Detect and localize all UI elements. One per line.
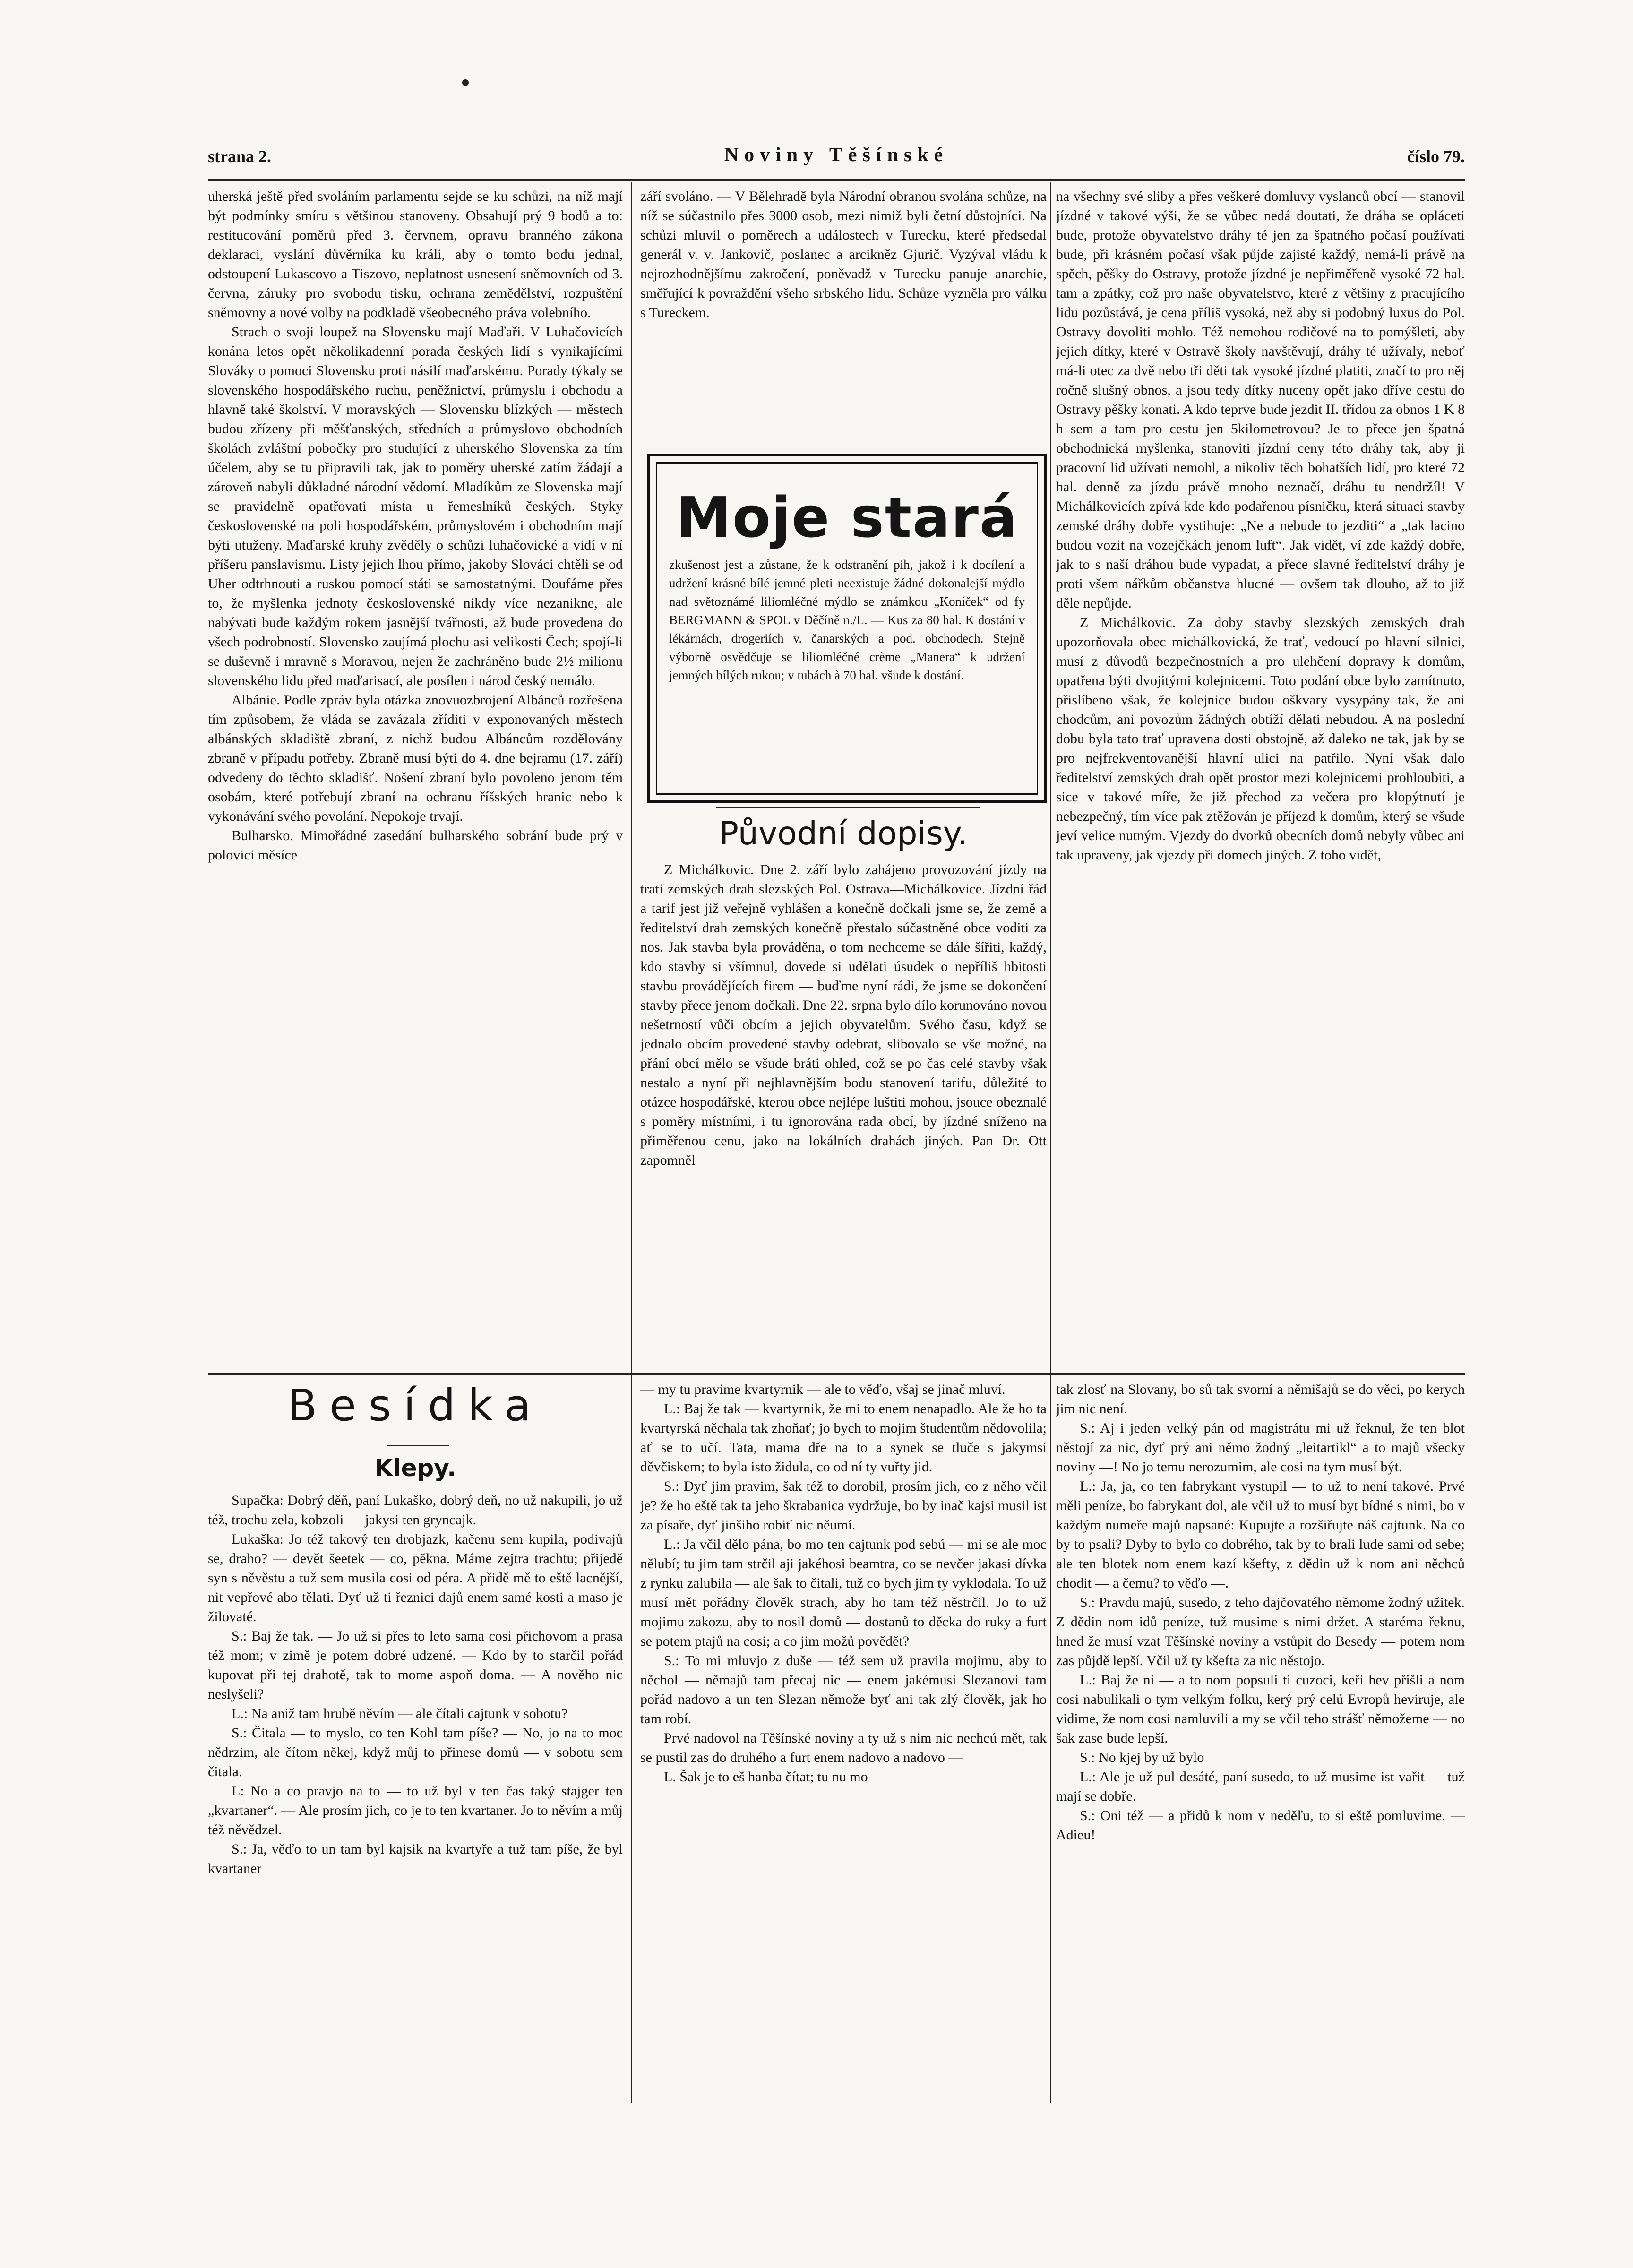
dialogue-line: L.: Ja, ja, co ten fabrykant vystupil — to už to není takové. Prvé měli peníze, bo fabrykant dol, ale včil už to musí byt bídné s nimi, bo v každým numeře majů napsané: Kupujte a rozšiřujte náš cajtunk. Na co by to psali? Dyby to bylo co dobrého, tak by to brali lude sami od sebe; ale ten blotek nom enem kazí kšefty, z dědin už k nom ani něchců chodit — a čemu? to věďo —.: [1056, 1478, 1465, 1591]
section-title-letters: Původní dopisy.: [719, 815, 968, 852]
feuilleton-title: Besídka: [287, 1380, 543, 1431]
dialogue-line: L.: Ale je už pul desáté, paní susedo, to už musime ist vařit — tuž mají se dobře.: [1056, 1769, 1465, 1804]
paragraph-bulgaria: Bulharsko. Mimořádné zasedání bulharského sobrání bude prý v polovici měsíce: [208, 828, 623, 863]
paragraph-albania: Albánie. Podle zpráv byla otázka znovuozbrojení Albánců rozřešena tím způsobem, že vláda se zavázala zříditi v exponovaných městech albánských skladiště zbraní, z nichž budou Albáncům rozdělovány zbraně v případu potřeby. Zbraně musí býti do 4. dne bejramu (17. září) odvedeny do těchto skladišť. Nošení zbraní bylo povoleno jenom těm osobám, které potřebují zbraní na ochranu říšských hranic nebo k vykonávání svého povolání. Nepokoje trvají.: [208, 692, 623, 824]
dialogue-line: L: No a co pravjo na to — to už byl v ten čas taký stajger ten „kvartaner“. — Ale prosím jich, co je to ten kvartaner. Jo to něvím a můj též něvědzel.: [208, 1783, 623, 1838]
advertisement-body: zkušenost jest a zůstane, že k odstranění pih, jakož i k docílení a udržení krásné bílé jemné pleti neexistuje žádné dokonalejší mýdlo nad světoznámé liliomléčné mýdlo se známkou „Koníček“ od fy BERGMANN & SPOL v Děčíně n./L. — Kus za 80 hal. K dostání v lékárnách, drogeriích v. čanarských a pod. obchodech. Stejně výborně osvědčuje se liliomléčné crème „Manera“ k udržení jemných bílých rukou; v tubách à 70 hal. všude k dostání.: [669, 558, 1025, 682]
page-number: strana 2.: [208, 147, 271, 166]
dialogue-line: L.: Ja včil dělo pána, bo mo ten cajtunk pod sebú — mi se ale moc nělubí; tu jim tam strčil aji jakéhosi beamtra, co se nevčer jakasi dívka z rynku zalubila — ale šak to čitali, tuž co bych jim ty vyklodala. To už musí mět pořádny člověk strach, aby ho tam též něstrčil. Jo to už mojimu zakozu, aby to nosil domů — dostanů to děcka do ruky a furt se potem ptajů na cosi; a co jim možů povědět?: [640, 1537, 1047, 1649]
newspaper-title: Noviny Těšínské: [724, 144, 949, 166]
paragraph-belgrade: září svoláno. — V Bělehradě byla Národní obranou svolána schůze, na níž se súčastnilo přes 3000 osob, mezi nimiž byli četní důstojníci. Na schůzi mluvil o poměrech a událostech v Turecku, které předsedal generál v. v. Jankovič, poslanec a arcikněz Gjurič. Vyzýval vládu k nejrozhodnějšímu zakročení, poněvadž v Turecku panuje anarchie, směřující k povraždění všeho srbského lidu. Schůze vyzněla pro válku s Tureckem.: [640, 189, 1047, 320]
dialogue-line: L.: Na aniž tam hrubě něvím — ale čítali cajtunk v sobotu?: [232, 1706, 568, 1721]
column-2-letters: [640, 860, 1047, 1370]
dialogue-line: S.: Ja, věďo to un tam byl kajsik na kvartyře a tuž tam píše, že byl kvartaner: [208, 1841, 623, 1876]
paragraph-hungary: uherská ještě před svoláním parlamentu sejde se ku schůzi, na níž mají být podmínky smíru s většinou stanoveny. Obsahují prý 9 bodů a to: restitucování poměrů před 3. červnem, opravu branného zákona deklaraci, vyslání důvěrníka ku králi, aby o tomto bodu jednal, odstoupení Lukascovo a Tiszovo, neplatnost usnesení sněmovních od 3. června, záruky pro svobodu tisku, ochrana zemědělství, rozpuštění sněmovny a nové volby na podkladě všeobecného práva volebního.: [208, 189, 623, 320]
dialogue-line: Prvé nadovol na Těšínské noviny a ty už s nim nic nechcú mět, tak se pustil zas do druhého a furt enem nadovo a nadovo —: [640, 1730, 1047, 1765]
paragraph-slovakia: Strach o svoji loupež na Slovensku mají Maďaři. V Luhačovicích konána letos opět několikadenní porada českých lidí s vynikajícími Slováky o pomoci Slovensku proti násilí maďarskému. Porady týkaly se slovenského hospodářského ruchu, peněžnictví, průmyslu i obchodu a hlavně také školství. V moravských — Slovensku blízkých — městech budou zřízeny při měšťanských, středních a průmyslovo obchodních školách zvláštní pobočky pro studující z uherského Slovenska za tím účelem, aby se tu připravili tak, jak to poměry uherské zatím žádají a zároveň nabyli důkladné národní vědomí. Mladíkům ze Slovenska mají se pravidelně opatřovati místa u řemeslníků českých. Styky československé na poli hospodářském, průmyslovém i obchodním mají býti utuženy. Maďarské kruhy zvěděly o schůzi luhačovické a vidí v ní příšeru panslavismu. Listy jejich lhou přímo, jakoby Slováci chtěli se od Uher odtrhnouti a ruskou pomocí státi se samostatnými. Doufáme přes to, že myšlenka jednoty československé nikdy více nezanikne, ale nabývati bude každým rokem jasnější tvářnosti, až bude provedena do všech podrobností. Slovensko zaujímá plochu asi velikosti Čech; spojí-li se duševně i mravně s Moravou, nejen že zachráněno bude 2½ milionu slovenského lidu před maďarisací, ale posílen i národ český nemálo.: [208, 324, 623, 688]
feuilleton-subtitle: Klepy.: [374, 1454, 456, 1482]
dialogue-line: S.: Aj i jeden velký pán od magistrátu mi už řeknul, že ten blot něstojí za nic, dyť prý ani němo žodný „leitartikl“ a to majů všecky noviny —! No jo temu nerozumim, ale cosi na tym musí být.: [1056, 1420, 1465, 1475]
dialogue-line: S.: Oni též — a přidů k nom v neděľu, to si eště pomluvime. — Adieu!: [1056, 1808, 1465, 1843]
feuilleton-column-1: [208, 1491, 623, 2105]
paragraph-michalkovice-cont: na všechny své sliby a přes veškeré domluvy vyslanců obcí — stanovil jízdné v takové výši, že se vůbec nedá doutati, že dráha se opláceti bude, protože obyvatelstvo dráhy té jen za špatného počasí používati bude, při krásném počasí však půjde zajisté každý, nemá-li právě na spěch, pěšky do Ostravy, protože jízdné je nepřiměřeně vysoké 72 hal. tam a zpátky, což pro naše obyvatelstvo, které z většiny z pracujícího lidu pozůstává, je cena příliš vysoká, než aby si podobný luxus do Pol. Ostravy dovoliti mohlo. Též nemohou rodičové na to pomýšleti, aby jejich dítky, které v Ostravě školy navštěvují, dráhy té užívaly, neboť má-li otec za dvě nebo tři děti tak vysoké jízdné platiti, značí to pro něj ročně slušný obnos, a jsou tedy dítky nuceny opět jako dříve cestu do Ostravy pěšky konati. A kdo teprve bude jezdit II. třídou za obnos 1 K 8 h sem a tam pro cestu jen 5kilometrovou? Je to přece jen špatná obchodnická myšlenka, stanoviti jízdní ceny této dráhy tak, aby ji pracovní lid užívati nemohl, a nikoliv těch bohatších lidí, pro které 72 hal. denně za jízdu právě mnoho neznačí, dráhu tu nendržíl! V Michálkovicích zpívá kde kdo podařenou písničku, která situaci stavby zemské dráhy dobře vystihuje: „Ne a nebude to jezditi“ a „tak lacino budou vozit na vozejčkách jenom luft“. Jak vidět, ví zde každý dobře, jak to s naší dráhou bude vypadat, a přece slavné ředitelství dráhy je proti všem nářkům občanstva hlucné — ovšem tak dlouho, až to již děle nepůjde.: [1056, 189, 1465, 611]
column-divider-1: [631, 182, 632, 2103]
soap-advertisement: [647, 454, 1047, 803]
dialogue-line: L. Šak je to eš hanba čítat; tu nu mo: [664, 1769, 868, 1785]
header-rule: [208, 179, 1465, 181]
issue-number: číslo 79.: [1407, 147, 1465, 166]
paragraph-michalkovice-2: Z Michálkovic. Za doby stavby slezských zemských drah upozorňovala obec michálkovická, že trať, vedoucí po hlavní silnici, musí z důvodů bezpečnostních a pro ulehčení dopravy k domům, opatřena býti dvojitými kolejnicemi. Toto podání obce bylo zamítnuto, přislíbeno však, že kolejnice budou oškvary vysypány tak, že ani chodcům, ani povozům žádných obtíží dělati nebudou. A na poslední dobu byla tato trať upravena dosti obstojně, až daleko ne tak, jak by se pro nejfrekventovanější hlavní ulici na patřilo. Nyní však dalo ředitelství zemských drah opět prostor mezi kolejnicemi prohloubiti, a sice v takové míře, že již přechod za večera pro klopýtnutí je nebezpečný, tím více pak ztěžován je příjezd k domům, který se všude jeví velice nutným. Vjezdy do dvorků obecních domů nebyly vůbec ani tak upraveny, jak vjezdy při domech jiných. Z toho vidět,: [1056, 615, 1465, 863]
feuilleton-rule: [208, 1373, 1465, 1375]
feuilleton-column-3: [1056, 1380, 1465, 2103]
dialogue-line: Supačka: Dobrý děň, paní Lukaško, dobrý deň, no už nakupili, jo už též, trochu zela, kobzoli — jakysi ten gryncajk.: [208, 1493, 623, 1528]
dialogue-line: S.: Pravdu majů, susedo, z teho dajčovatého němome žodný užitek. Z dědin nom idů peníze, tuž musime s nimi držet. A staréma řeknu, hned že musí vzat Těšínské noviny a vstůpit do Besedy — potem nom zas půjdě lepší. Včil už ty kšefta za nic něstojo.: [1056, 1595, 1465, 1668]
dialogue-line: L.: Baj že tak — kvartyrnik, že mi to enem nenapadlo. Ale že ho ta kvartyrská něchala tak zhoňať; jo bych to mojim študentům nědovolila; ať se to učí. Tata, mama dře na to a synek se tluče s jakymsi děvčiskem; to byla isto židula, co od ní ty vuřty jid.: [640, 1401, 1047, 1475]
paragraph-michalkovice-1: Z Michálkovic. Dne 2. září bylo zahájeno provozování jízdy na trati zemských drah slezských Pol. Ostrava—Michálkovice. Jízdní řád a tarif jest již veřejně vyhlášen a konečně dočkali jsme se, že země a ředitelství drah zemských konečně přestalo súčastněné obce voditi za nos. Jak stavba byla prováděna, o tom nechceme se dále šířiti, každý, kdo stavby si všímnul, dovede si udělati úsudek o nepříliš hbitosti stavbu provádějících firem — buďme nyní rádi, že jsme se dokončení stavby přece jenom dočkali. Dne 22. srpna bylo dílo korunováno novou nešetrností vůči obcím a jejich obyvatelům. Svého času, když se jednalo obcím provedené stavby odebrat, slibovalo se vše možné, na přání obcí mělo se všude bráti ohled, což se po čas celé stavby však nestalo a nyní při nejhlavnějším bodu stanovení tarifu, důležité to otázce hospodářské, kterou obce nejlépe luštiti mohou, jsouce obeznalé s poměry místními, i tu ignorována rada obcí, by jízdné sníženo na přiměřenou cenu, jako na lokálních drahách jiných. Pan Dr. Ott zapomněl: [640, 862, 1047, 1168]
dialogue-line: S.: Čitala — to myslo, co ten Kohl tam píše? — No, jo na to moc nědrzim, ale čítom někej, když můj to přinese domů — v sobotu sem čitala.: [208, 1725, 623, 1779]
dialogue-line: S.: Baj že tak. — Jo už si přes to leto sama cosi přichovom a prasa též mom; v zimě je potem dobré udzené. — Kdo by to starčil pořád kupovat při tej drahotě, tak to mome aspoň doma. — A nověho nic neslyšeli?: [208, 1628, 623, 1702]
column-divider-2: [1050, 182, 1051, 2103]
subtitle-rule: [387, 1445, 449, 1446]
page-header: [208, 142, 1465, 175]
column-3-letters: [1056, 187, 1465, 1368]
dialogue-line: — my tu pravime kvartyrnik — ale to věďo, všaj se jinač mluví.: [640, 1382, 1006, 1397]
column-1-news: [208, 187, 623, 1368]
column-2-news: [640, 187, 1047, 449]
dialogue-line: Lukaška: Jo též takový ten drobjazk, kačenu sem kupila, podivajů se, draho? — devět šeetek — co, pěkna. Máme zejtra trachtu; přijedě syn s něvěstu a tuž sem musila cosi od péra. A přidě mě to eště lacnější, nit vepřové abo tělati. Dyť už ti řeznici dajů enem samé kosti a maso je žilovaté.: [208, 1531, 623, 1624]
dialogue-line: S.: No kjej by už bylo: [1080, 1750, 1204, 1765]
dialogue-line: S.: Dyť jim pravim, šak též to dorobil, prosím jich, co z něho včil je? že ho eště tak ta jeho škrabanica vydržuje, bo by inač kajsi musil ist za písaře, dyť jinšiho robiť nic něumí.: [640, 1478, 1047, 1533]
dialogue-line: L.: Baj že ni — a to nom popsuli ti cuzoci, keři hev přišli a nom cosi nabulikali o tym velkým folku, kerý prý celú Evropů heviruje, ale vidime, že nom cosi namluvili a my se včil teho strášť němožeme — no šak zase bude lepší.: [1056, 1672, 1465, 1746]
dialogue-line: S.: To mi mluvjo z duše — též sem už pravila mojimu, aby to něchol — němajů tam přecaj nic — enem jakémusi Slezanovi tam pořád nadovo a un ten Slezan němože byť ani tak zlý člověk, jak ho tam robí.: [640, 1653, 1047, 1727]
advertisement-title: Moje stará: [676, 485, 1018, 550]
section-rule: [716, 807, 980, 808]
dialogue-line: tak zlosť na Slovany, bo sů tak svorní a němišajů se do věci, po kerych jim nic není.: [1056, 1382, 1465, 1417]
ink-spot: [462, 79, 469, 86]
feuilleton-column-2: [640, 1380, 1047, 2103]
